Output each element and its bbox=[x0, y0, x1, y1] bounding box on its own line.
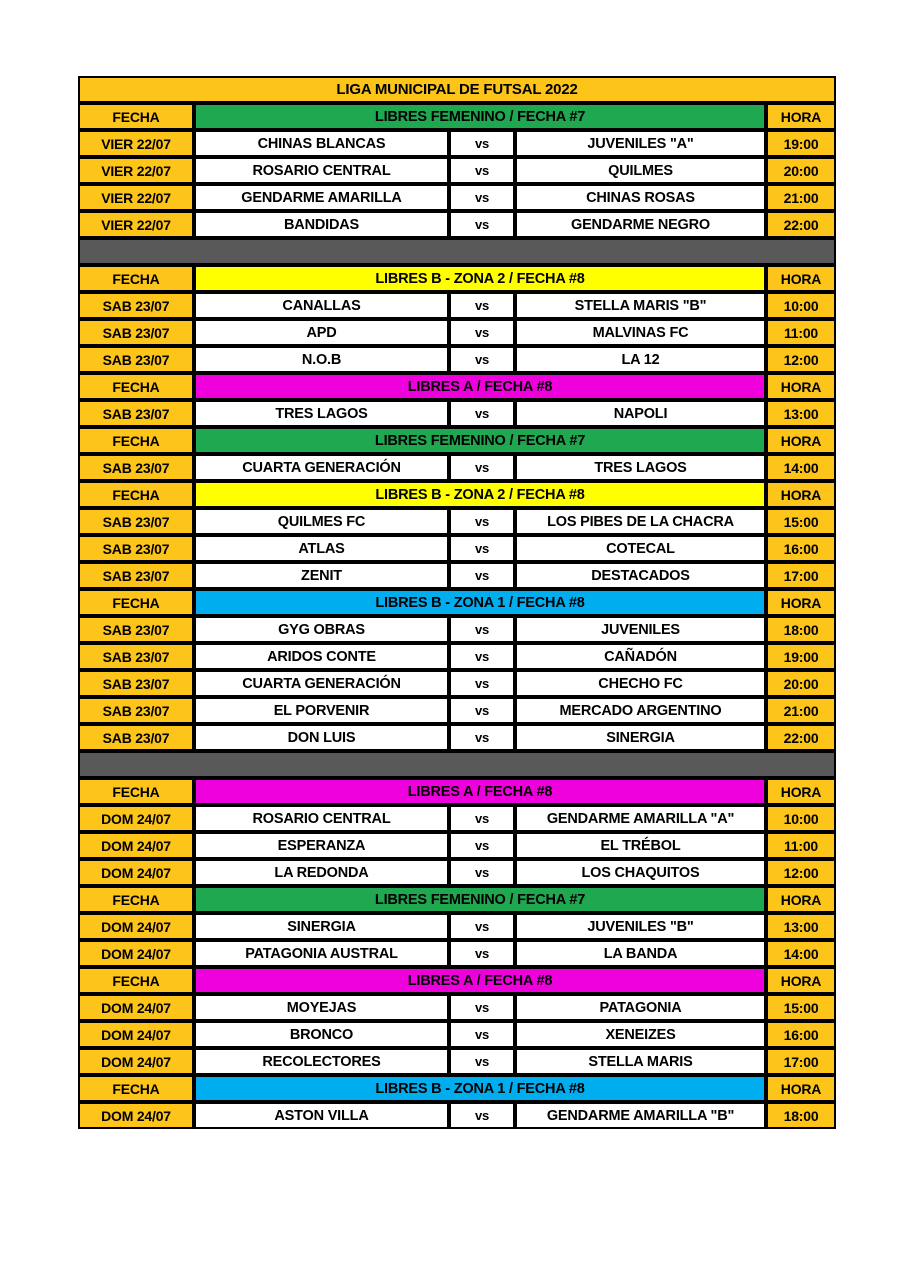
match-row bbox=[78, 1048, 836, 1075]
versus-label: vs bbox=[449, 157, 515, 184]
home-team: GYG OBRAS bbox=[194, 616, 449, 643]
versus-label: vs bbox=[449, 130, 515, 157]
versus-label: vs bbox=[449, 643, 515, 670]
match-time: 22:00 bbox=[766, 211, 836, 238]
match-time: 12:00 bbox=[766, 346, 836, 373]
home-team: GENDARME AMARILLA bbox=[194, 184, 449, 211]
home-team: ESPERANZA bbox=[194, 832, 449, 859]
category-band: LIBRES FEMENINO / FECHA #7 bbox=[194, 103, 766, 130]
versus-label: vs bbox=[449, 1102, 515, 1129]
category-band: LIBRES A / FECHA #8 bbox=[194, 967, 766, 994]
home-team: TRES LAGOS bbox=[194, 400, 449, 427]
home-team: CANALLAS bbox=[194, 292, 449, 319]
versus-label: vs bbox=[449, 535, 515, 562]
group-header-row bbox=[78, 103, 836, 130]
away-team: GENDARME AMARILLA "B" bbox=[515, 1102, 766, 1129]
group-header-row bbox=[78, 778, 836, 805]
match-row bbox=[78, 157, 836, 184]
match-date: SAB 23/07 bbox=[78, 562, 194, 589]
category-band: LIBRES A / FECHA #8 bbox=[194, 373, 766, 400]
match-time: 19:00 bbox=[766, 643, 836, 670]
home-team: DON LUIS bbox=[194, 724, 449, 751]
match-row bbox=[78, 913, 836, 940]
match-date: DOM 24/07 bbox=[78, 994, 194, 1021]
match-row bbox=[78, 292, 836, 319]
match-row bbox=[78, 508, 836, 535]
home-team: ROSARIO CENTRAL bbox=[194, 805, 449, 832]
hora-header: HORA bbox=[766, 967, 836, 994]
match-time: 14:00 bbox=[766, 454, 836, 481]
away-team: LOS PIBES DE LA CHACRA bbox=[515, 508, 766, 535]
hora-header: HORA bbox=[766, 103, 836, 130]
hora-header: HORA bbox=[766, 373, 836, 400]
category-band: LIBRES B - ZONA 2 / FECHA #8 bbox=[194, 265, 766, 292]
match-time: 17:00 bbox=[766, 562, 836, 589]
hora-header: HORA bbox=[766, 1075, 836, 1102]
fixture-sheet bbox=[78, 76, 836, 1129]
category-band: LIBRES B - ZONA 2 / FECHA #8 bbox=[194, 481, 766, 508]
away-team: NAPOLI bbox=[515, 400, 766, 427]
hora-header: HORA bbox=[766, 481, 836, 508]
match-date: SAB 23/07 bbox=[78, 319, 194, 346]
versus-label: vs bbox=[449, 913, 515, 940]
page-title: LIGA MUNICIPAL DE FUTSAL 2022 bbox=[78, 76, 836, 103]
group-header-row bbox=[78, 481, 836, 508]
group-header-row bbox=[78, 265, 836, 292]
match-time: 16:00 bbox=[766, 1021, 836, 1048]
home-team: ASTON VILLA bbox=[194, 1102, 449, 1129]
match-row bbox=[78, 859, 836, 886]
match-date: SAB 23/07 bbox=[78, 616, 194, 643]
away-team: JUVENILES bbox=[515, 616, 766, 643]
match-date: SAB 23/07 bbox=[78, 292, 194, 319]
versus-label: vs bbox=[449, 697, 515, 724]
match-time: 15:00 bbox=[766, 508, 836, 535]
title-row bbox=[78, 76, 836, 103]
match-row bbox=[78, 643, 836, 670]
match-row bbox=[78, 346, 836, 373]
versus-label: vs bbox=[449, 508, 515, 535]
away-team: STELLA MARIS "B" bbox=[515, 292, 766, 319]
home-team: N.O.B bbox=[194, 346, 449, 373]
match-date: DOM 24/07 bbox=[78, 832, 194, 859]
match-row bbox=[78, 319, 836, 346]
home-team: BRONCO bbox=[194, 1021, 449, 1048]
match-time: 14:00 bbox=[766, 940, 836, 967]
home-team: ROSARIO CENTRAL bbox=[194, 157, 449, 184]
away-team: SINERGIA bbox=[515, 724, 766, 751]
match-time: 20:00 bbox=[766, 670, 836, 697]
match-row bbox=[78, 130, 836, 157]
away-team: EL TRÉBOL bbox=[515, 832, 766, 859]
versus-label: vs bbox=[449, 319, 515, 346]
match-time: 13:00 bbox=[766, 400, 836, 427]
match-row bbox=[78, 805, 836, 832]
versus-label: vs bbox=[449, 940, 515, 967]
group-header-row bbox=[78, 886, 836, 913]
match-date: DOM 24/07 bbox=[78, 1102, 194, 1129]
group-header-row bbox=[78, 589, 836, 616]
fecha-header: FECHA bbox=[78, 886, 194, 913]
fixture-table bbox=[78, 76, 836, 1129]
group-header-row bbox=[78, 373, 836, 400]
match-row bbox=[78, 697, 836, 724]
match-date: DOM 24/07 bbox=[78, 940, 194, 967]
home-team: CUARTA GENERACIÓN bbox=[194, 454, 449, 481]
fecha-header: FECHA bbox=[78, 373, 194, 400]
match-date: VIER 22/07 bbox=[78, 184, 194, 211]
fecha-header: FECHA bbox=[78, 1075, 194, 1102]
match-time: 16:00 bbox=[766, 535, 836, 562]
match-date: DOM 24/07 bbox=[78, 859, 194, 886]
away-team: GENDARME NEGRO bbox=[515, 211, 766, 238]
match-time: 19:00 bbox=[766, 130, 836, 157]
hora-header: HORA bbox=[766, 886, 836, 913]
versus-label: vs bbox=[449, 670, 515, 697]
match-row bbox=[78, 535, 836, 562]
fecha-header: FECHA bbox=[78, 427, 194, 454]
away-team: QUILMES bbox=[515, 157, 766, 184]
versus-label: vs bbox=[449, 292, 515, 319]
away-team: JUVENILES "A" bbox=[515, 130, 766, 157]
match-date: DOM 24/07 bbox=[78, 913, 194, 940]
fecha-header: FECHA bbox=[78, 967, 194, 994]
match-time: 18:00 bbox=[766, 1102, 836, 1129]
match-row bbox=[78, 454, 836, 481]
away-team: CHECHO FC bbox=[515, 670, 766, 697]
home-team: MOYEJAS bbox=[194, 994, 449, 1021]
match-time: 13:00 bbox=[766, 913, 836, 940]
category-band: LIBRES B - ZONA 1 / FECHA #8 bbox=[194, 589, 766, 616]
away-team: CAÑADÓN bbox=[515, 643, 766, 670]
block-separator-cell bbox=[78, 751, 836, 778]
away-team: MERCADO ARGENTINO bbox=[515, 697, 766, 724]
match-row bbox=[78, 670, 836, 697]
versus-label: vs bbox=[449, 1021, 515, 1048]
away-team: LOS CHAQUITOS bbox=[515, 859, 766, 886]
match-row bbox=[78, 616, 836, 643]
away-team: STELLA MARIS bbox=[515, 1048, 766, 1075]
away-team: GENDARME AMARILLA "A" bbox=[515, 805, 766, 832]
match-row bbox=[78, 994, 836, 1021]
versus-label: vs bbox=[449, 454, 515, 481]
match-time: 20:00 bbox=[766, 157, 836, 184]
versus-label: vs bbox=[449, 562, 515, 589]
home-team: QUILMES FC bbox=[194, 508, 449, 535]
match-row bbox=[78, 1021, 836, 1048]
match-date: SAB 23/07 bbox=[78, 697, 194, 724]
category-band: LIBRES FEMENINO / FECHA #7 bbox=[194, 886, 766, 913]
away-team: LA 12 bbox=[515, 346, 766, 373]
category-band: LIBRES B - ZONA 1 / FECHA #8 bbox=[194, 1075, 766, 1102]
match-row bbox=[78, 562, 836, 589]
match-time: 12:00 bbox=[766, 859, 836, 886]
match-time: 22:00 bbox=[766, 724, 836, 751]
match-row bbox=[78, 211, 836, 238]
category-band: LIBRES A / FECHA #8 bbox=[194, 778, 766, 805]
home-team: SINERGIA bbox=[194, 913, 449, 940]
match-row bbox=[78, 940, 836, 967]
match-date: DOM 24/07 bbox=[78, 1048, 194, 1075]
versus-label: vs bbox=[449, 805, 515, 832]
match-date: DOM 24/07 bbox=[78, 1021, 194, 1048]
home-team: ZENIT bbox=[194, 562, 449, 589]
versus-label: vs bbox=[449, 616, 515, 643]
block-separator-cell bbox=[78, 238, 836, 265]
hora-header: HORA bbox=[766, 589, 836, 616]
home-team: CUARTA GENERACIÓN bbox=[194, 670, 449, 697]
versus-label: vs bbox=[449, 211, 515, 238]
versus-label: vs bbox=[449, 1048, 515, 1075]
versus-label: vs bbox=[449, 859, 515, 886]
match-time: 17:00 bbox=[766, 1048, 836, 1075]
home-team: EL PORVENIR bbox=[194, 697, 449, 724]
match-row bbox=[78, 184, 836, 211]
fecha-header: FECHA bbox=[78, 103, 194, 130]
match-date: SAB 23/07 bbox=[78, 535, 194, 562]
block-separator bbox=[78, 751, 836, 778]
home-team: RECOLECTORES bbox=[194, 1048, 449, 1075]
category-band: LIBRES FEMENINO / FECHA #7 bbox=[194, 427, 766, 454]
fecha-header: FECHA bbox=[78, 589, 194, 616]
match-time: 21:00 bbox=[766, 184, 836, 211]
home-team: ATLAS bbox=[194, 535, 449, 562]
away-team: CHINAS ROSAS bbox=[515, 184, 766, 211]
match-time: 21:00 bbox=[766, 697, 836, 724]
hora-header: HORA bbox=[766, 778, 836, 805]
away-team: COTECAL bbox=[515, 535, 766, 562]
match-date: SAB 23/07 bbox=[78, 670, 194, 697]
home-team: APD bbox=[194, 319, 449, 346]
match-date: VIER 22/07 bbox=[78, 157, 194, 184]
match-row bbox=[78, 832, 836, 859]
away-team: MALVINAS FC bbox=[515, 319, 766, 346]
away-team: DESTACADOS bbox=[515, 562, 766, 589]
match-date: VIER 22/07 bbox=[78, 211, 194, 238]
home-team: ARIDOS CONTE bbox=[194, 643, 449, 670]
match-row bbox=[78, 1102, 836, 1129]
versus-label: vs bbox=[449, 724, 515, 751]
versus-label: vs bbox=[449, 346, 515, 373]
match-date: SAB 23/07 bbox=[78, 724, 194, 751]
home-team: PATAGONIA AUSTRAL bbox=[194, 940, 449, 967]
versus-label: vs bbox=[449, 994, 515, 1021]
home-team: CHINAS BLANCAS bbox=[194, 130, 449, 157]
match-time: 18:00 bbox=[766, 616, 836, 643]
group-header-row bbox=[78, 967, 836, 994]
versus-label: vs bbox=[449, 400, 515, 427]
versus-label: vs bbox=[449, 184, 515, 211]
match-time: 11:00 bbox=[766, 319, 836, 346]
fecha-header: FECHA bbox=[78, 481, 194, 508]
match-time: 10:00 bbox=[766, 805, 836, 832]
match-date: VIER 22/07 bbox=[78, 130, 194, 157]
hora-header: HORA bbox=[766, 427, 836, 454]
match-time: 10:00 bbox=[766, 292, 836, 319]
match-time: 11:00 bbox=[766, 832, 836, 859]
versus-label: vs bbox=[449, 832, 515, 859]
group-header-row bbox=[78, 1075, 836, 1102]
home-team: BANDIDAS bbox=[194, 211, 449, 238]
fecha-header: FECHA bbox=[78, 265, 194, 292]
away-team: TRES LAGOS bbox=[515, 454, 766, 481]
match-row bbox=[78, 400, 836, 427]
match-date: SAB 23/07 bbox=[78, 643, 194, 670]
match-date: SAB 23/07 bbox=[78, 508, 194, 535]
match-date: SAB 23/07 bbox=[78, 400, 194, 427]
home-team: LA REDONDA bbox=[194, 859, 449, 886]
match-row bbox=[78, 724, 836, 751]
group-header-row bbox=[78, 427, 836, 454]
away-team: LA BANDA bbox=[515, 940, 766, 967]
match-time: 15:00 bbox=[766, 994, 836, 1021]
away-team: XENEIZES bbox=[515, 1021, 766, 1048]
match-date: SAB 23/07 bbox=[78, 346, 194, 373]
match-date: SAB 23/07 bbox=[78, 454, 194, 481]
match-date: DOM 24/07 bbox=[78, 805, 194, 832]
fecha-header: FECHA bbox=[78, 778, 194, 805]
away-team: PATAGONIA bbox=[515, 994, 766, 1021]
block-separator bbox=[78, 238, 836, 265]
hora-header: HORA bbox=[766, 265, 836, 292]
away-team: JUVENILES "B" bbox=[515, 913, 766, 940]
